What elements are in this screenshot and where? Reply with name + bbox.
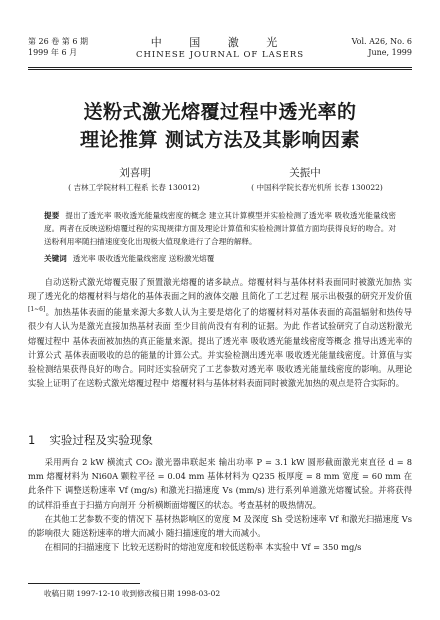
section-1-body xyxy=(28,455,412,554)
section-1-number: 1 xyxy=(28,433,36,447)
journal-title-cn: 中 国 激 光 xyxy=(150,36,290,49)
received-date: 收稿日期 1997-12-10 收到修改稿日期 1998-03-02 xyxy=(44,589,221,598)
intro-text-b: 。加热基体表面的能量来源大多数人认为主要是熔化了的熔覆材料对基体表面的高温辐射和热传导 很少有人认为是激光直接加热基材表面 至少目前尚没有有利的证据。为此 作者试验研究了自动送粉激光熔覆过程中 基体表面被加热的真正能量来源。提出了透光率 吸收透光能量线密度等概念 推导出透光率的计算公式 基体表面吸收的总的能量的计算公式。并实验检测出透光率 吸收透光能量线密度。计算值与实验检测结果获得良好的吻合。同时还实验研究了工艺参数对透光率 吸收透光能量线密度的影响。从理论 实验上证明了在送粉式激光熔覆过程中 熔覆材料与基体材料表面同时被激光加热的观点是符合实际的。 xyxy=(28,307,412,389)
author-2-affiliation: ( 中国科学院长春光机所 长春 130022) xyxy=(251,183,383,192)
header-right xyxy=(352,36,412,58)
author-1-name: 刘喜明 xyxy=(119,167,151,179)
section-1-title: 实验过程及实验现象 xyxy=(49,433,153,447)
citation-ref: [1~6] xyxy=(28,306,46,314)
author-2-name: 关振中 xyxy=(289,167,321,179)
keywords-text: 透光率 吸收透光能量线密度 送粉激光熔覆 xyxy=(72,254,215,263)
intro-section xyxy=(28,275,412,390)
paper-title-line-2: 理论推算 测试方法及其影响因素 xyxy=(79,129,361,151)
author-1-affiliation: ( 吉林工学院材料工程系 长春 130012) xyxy=(68,183,200,192)
keywords-label: 关键词 xyxy=(44,254,67,263)
journal-title-en: CHINESE JOURNAL OF LASERS xyxy=(135,50,305,60)
s1-paragraph-3: 在相同的扫描速度下 比较无送粉时的熔池宽度和较低送粉率 本实验中 Vf = 350 mg/s xyxy=(44,542,362,553)
journal-header xyxy=(28,36,412,70)
keywords xyxy=(44,252,396,265)
paper-title-line-1: 送粉式激光熔覆过程中透光率的 xyxy=(83,101,357,123)
volume-cn: 第 26 卷 第 6 期 xyxy=(28,37,88,46)
s1-paragraph-2: 在其他工艺参数不变的情况下 基材热影响区的宽度 M 及深度 Sh 受送粉速率 Vf 和激光扫描速度 Vs 的影响很大 随送粉速率的增大而减小 随扫描速度的增大而减小。 xyxy=(28,513,412,539)
s1-paragraph-1: 采用两台 2 kW 横流式 CO₂ 激光器串联起来 输出功率 P = 3.1 kW 圆形截面激光束直径 d = 8 mm 熔覆材料为 Ni60A 颗粒平径 = 0.04 mm 基体材料为 Q235 板厚度 = 8 mm 宽度 = 60 mm 在此条件下 调整送粉速率 Vf (mg/s) 和激光扫描速度 Vs (mm/s) 进行系列单道激光熔覆试验。并将获得的试样沿垂直于扫描方向剖开 分析横断面熔覆区的状态。考查基材的吸热情况。 xyxy=(28,457,412,510)
date-en: June, 1999 xyxy=(368,48,412,57)
header-rule-thin xyxy=(28,69,412,70)
section-1-heading xyxy=(28,432,153,448)
footnote-rule xyxy=(28,583,140,584)
intro-text-a: 自动送粉式激光熔覆克服了预置激光熔覆的诸多缺点。熔覆材料与基体材料表面同时被激光加热 实现了透光化的熔覆材料与熔化的基体表面之间的液体交融 且简化了工艺过程 展示出极强的研究开发价值 xyxy=(28,277,412,302)
abstract xyxy=(44,209,396,248)
abstract-text: 提出了透光率 吸收透光能量线密度的概念 建立其计算模型并实验检测了透光率 吸收透光能量线密度。两者在反映送粉熔覆过程的实现规律方面及理论计算值和实验检测计算值方面均获得良好的吻合。对送粉利用率随扫描速度变化出现极大值现象进行了合理的解释。 xyxy=(44,211,396,246)
abstract-label: 提要 xyxy=(44,211,60,220)
date-cn: 1999 年 6 月 xyxy=(28,48,78,57)
intro-paragraph xyxy=(28,275,412,390)
header-rule xyxy=(28,67,412,68)
volume-en: Vol. A26, No. 6 xyxy=(351,37,412,46)
